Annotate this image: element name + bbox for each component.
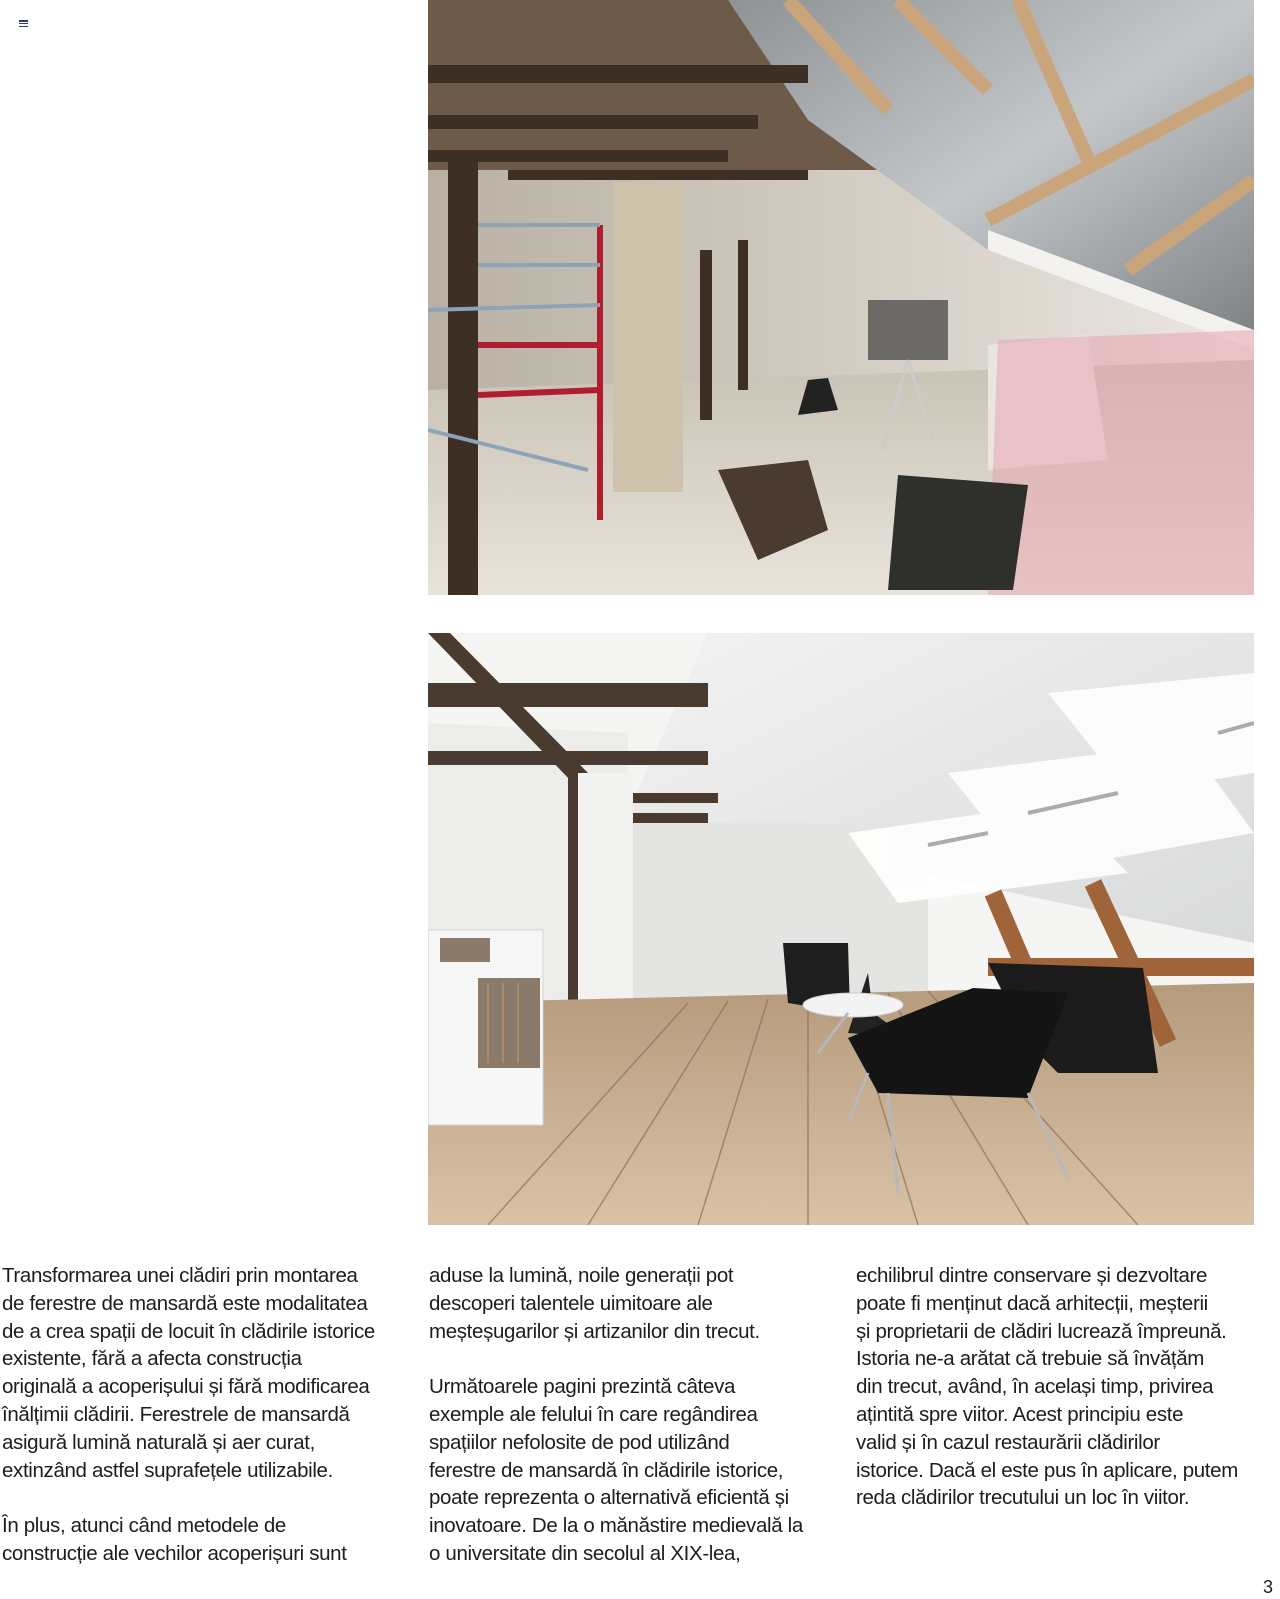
text-line: existente, fără a afecta construcția [2,1347,302,1371]
paragraph [429,1262,829,1345]
article-text [2,1262,1264,1572]
text-line: extinzând astfel suprafețele utilizabile. [2,1458,333,1482]
text-line: ațintită spre viitor. Acest principiu este [856,1402,1184,1426]
text-line: și proprietarii de clădiri lucrează împreună. [856,1319,1227,1343]
text-column-2 [429,1262,829,1596]
text-line: valid și în cazul restaurării clădirilor [856,1430,1160,1454]
text-line: reda clădirilor trecutului un loc în viitor. [856,1486,1190,1510]
text-line: Următoarele pagini prezintă câteva [429,1375,736,1399]
text-line: istorice. Dacă el este pus în aplicare, putem [856,1458,1238,1482]
text-line: spațiilor nefolosite de pod utilizând [429,1430,730,1454]
text-line: descoperi talentele uimitoare ale [429,1291,713,1315]
text-column-1 [2,1262,402,1596]
text-line: exemple ale felului în care regândirea [429,1402,758,1426]
attic-under-renovation-photo [428,0,1254,595]
text-line: În plus, atunci când metodele de [2,1514,286,1538]
text-line: asigură lumină naturală și aer curat, [2,1430,315,1454]
paragraph [856,1262,1264,1512]
text-line: Istoria ne-a arătat că trebuie să învățăm [856,1347,1205,1371]
paragraph [2,1262,402,1484]
text-line: construcție ale vechilor acoperișuri sunt [2,1541,347,1565]
text-line: din trecut, având, în același timp, privirea [856,1375,1214,1399]
text-line: meșteșugarilor și artizanilor din trecut. [429,1319,760,1343]
text-line: originală a acoperișului și fără modificarea [2,1375,370,1399]
text-line: echilibrul dintre conservare și dezvoltare [856,1264,1208,1287]
text-line: Transformarea unei clădiri prin montarea [2,1264,358,1287]
text-line: înălțimii clădirii. Ferestrele de mansardă [2,1402,350,1426]
text-line: o universitate din secolul al XIX-lea, [429,1541,741,1565]
text-line: de ferestre de mansardă este modalitatea [2,1291,368,1315]
text-line: poate reprezenta o alternativă eficientă și [429,1486,789,1510]
renovated-attic-living-space-photo [428,633,1254,1225]
paragraph [429,1373,829,1568]
text-column-3 [856,1262,1264,1540]
text-line: de a crea spații de locuit în clădirile istorice [2,1319,375,1343]
page-number: 3 [1262,1577,1273,1597]
paragraph [2,1512,402,1568]
text-line: inovatoare. De la o mănăstire medievală la [429,1514,803,1538]
text-line: ferestre de mansardă în clădirile istorice, [429,1458,784,1482]
text-line: poate fi menținut dacă arhitecții, meșterii [856,1291,1208,1315]
menu-icon[interactable] [19,20,28,27]
text-line: aduse la lumină, noile generații pot [429,1264,734,1287]
